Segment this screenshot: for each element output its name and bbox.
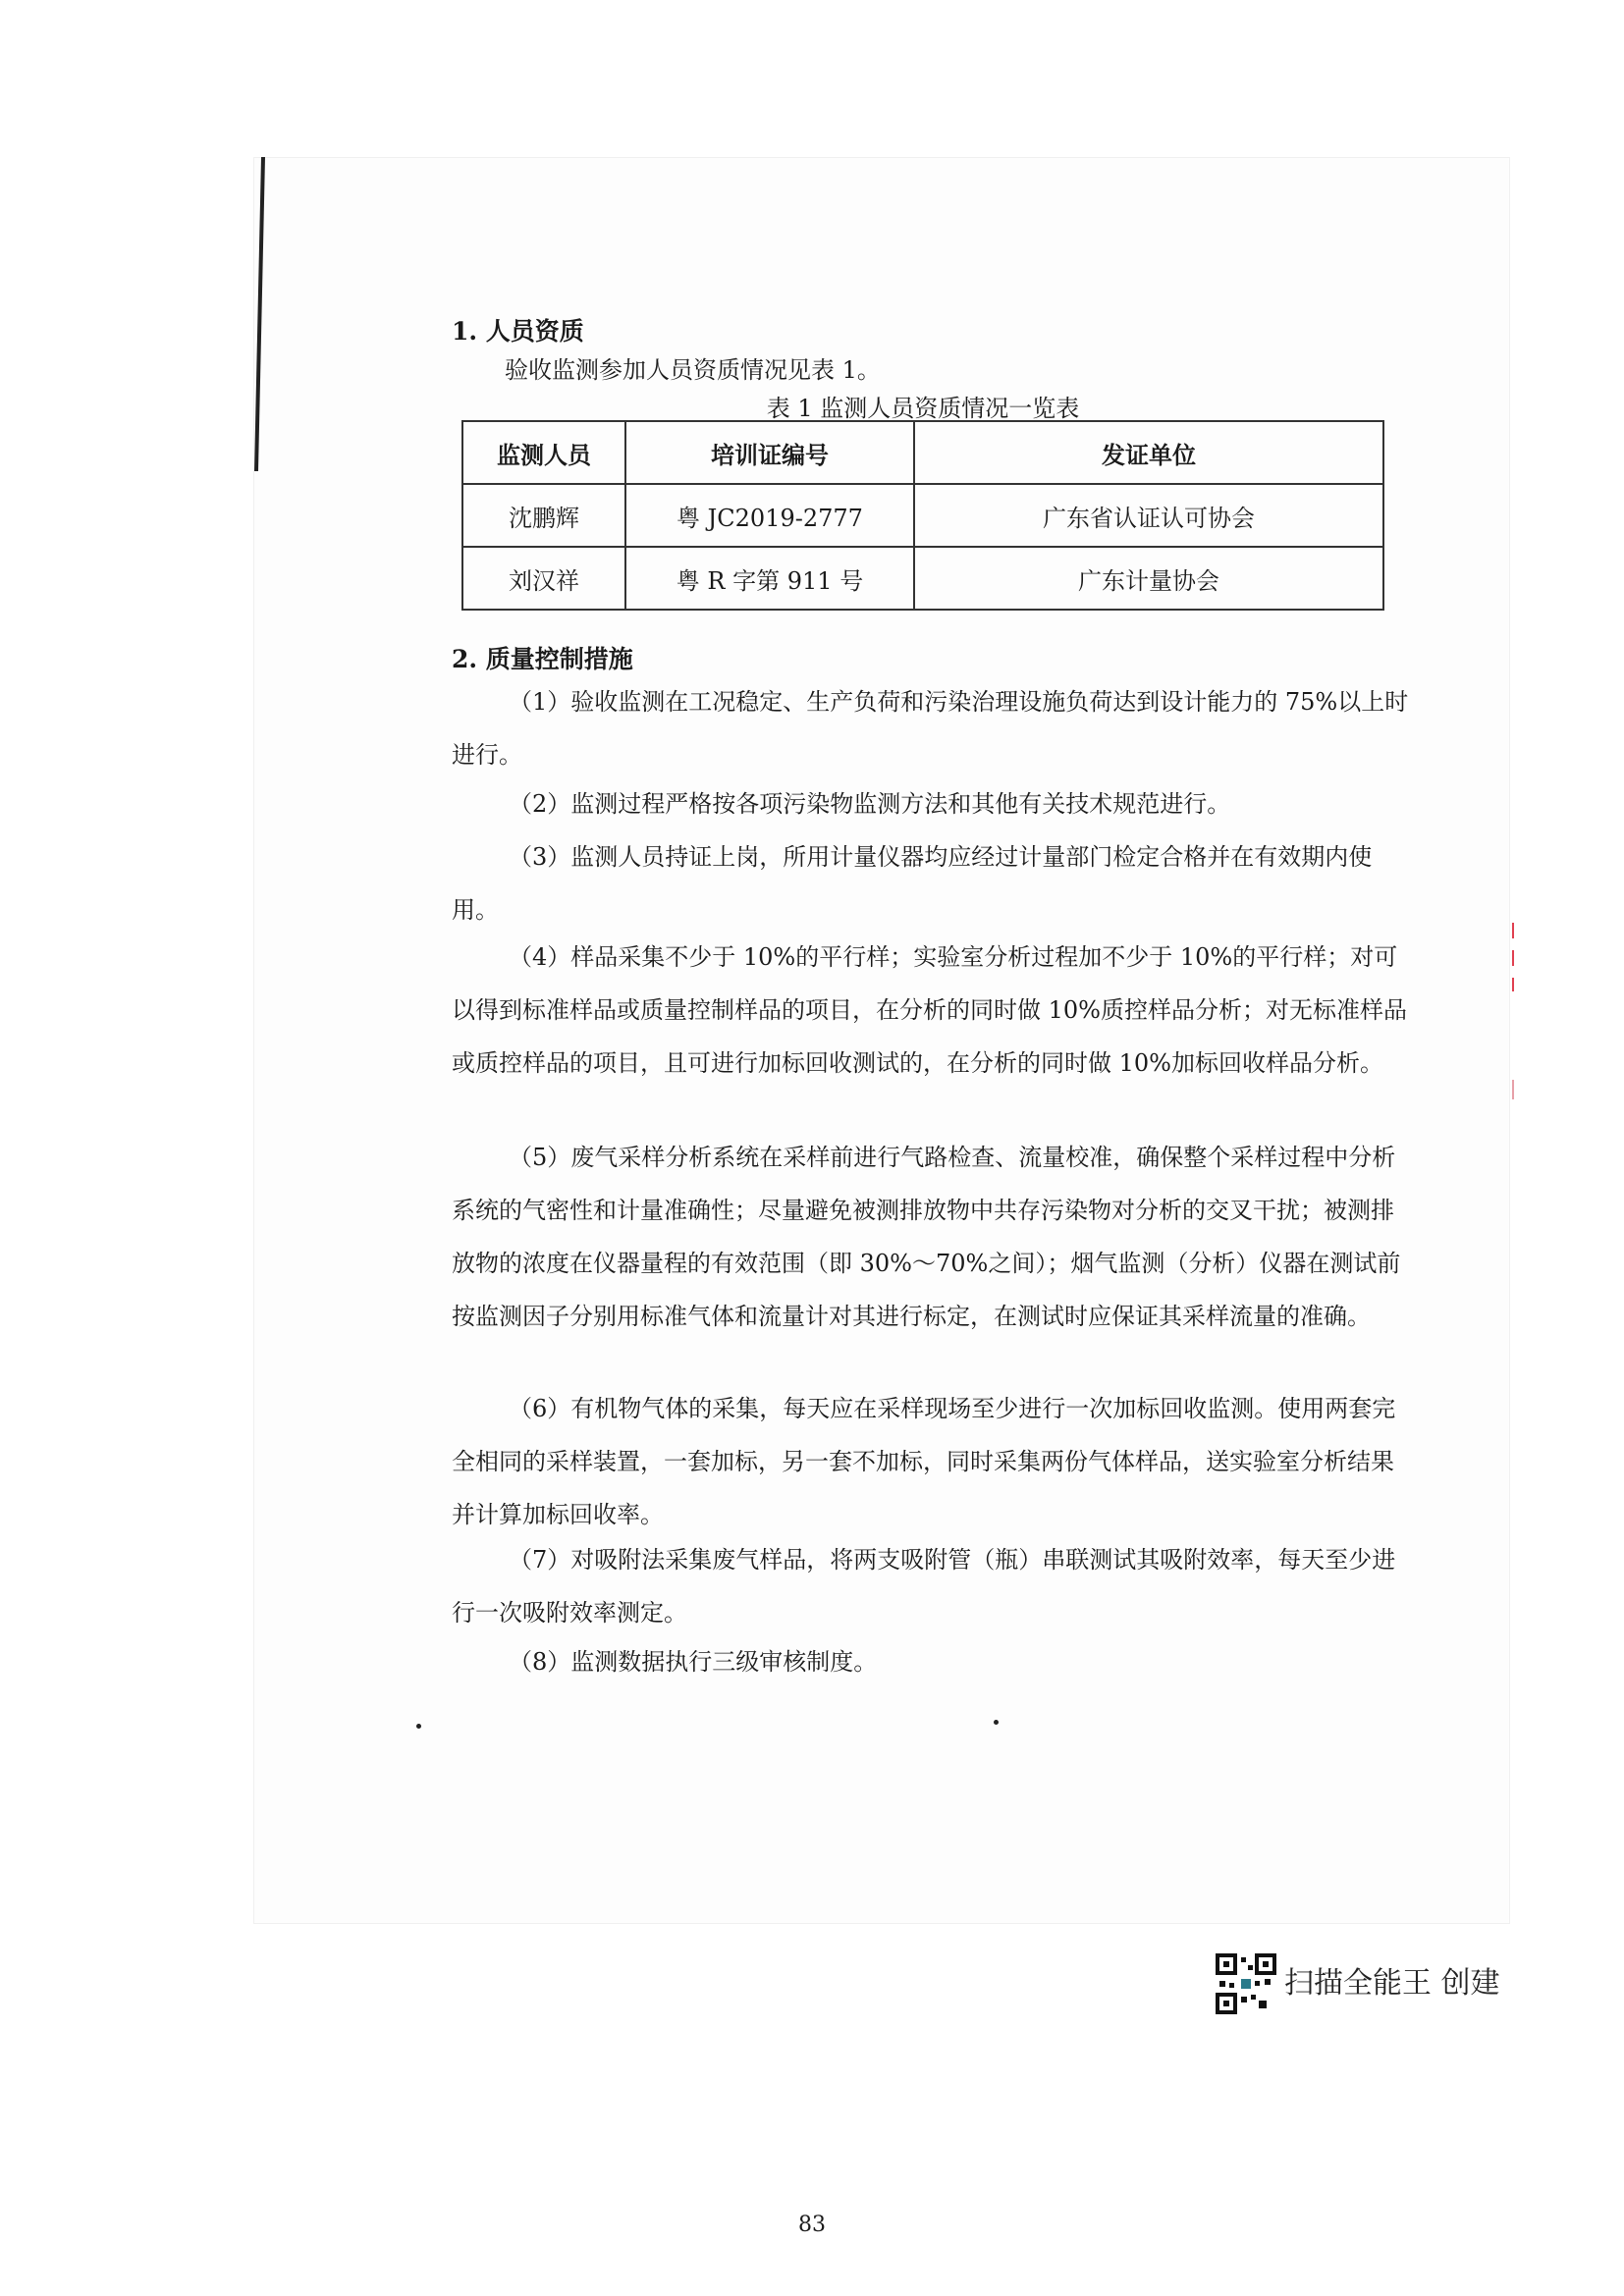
scan-dot (416, 1724, 421, 1729)
section1-intro: 验收监测参加人员资质情况见表 1。 (505, 356, 881, 384)
table-caption: 表 1 监测人员资质情况一览表 (766, 395, 1080, 422)
qc-item-8: （8）监测数据执行三级审核制度。 (509, 1648, 878, 1676)
qr-code-icon (1216, 1953, 1276, 2014)
table-row (462, 484, 1383, 547)
page-number: 83 (798, 2213, 826, 2237)
section1-heading: 1. 人员资质 (452, 317, 584, 346)
table-header-cell: 监测人员 (462, 421, 625, 484)
table-cell: 沈鹏辉 (462, 484, 625, 547)
table-header-row (462, 421, 1383, 484)
table-header-cell: 培训证编号 (625, 421, 914, 484)
table-cell: 刘汉祥 (462, 547, 625, 610)
table-cell: 广东计量协会 (914, 547, 1383, 610)
scan-dot (994, 1720, 999, 1725)
qc-item-6: （6）有机物气体的采集，每天应在采样现场至少进行一次加标回收监测。使用两套完全相同的采样装置，一套加标，另一套不加标，同时采集两份气体样品，送实验室分析结果并计算加标回收率。 (452, 1395, 1396, 1528)
qc-item-7: （7）对吸附法采集废气样品，将两支吸附管（瓶）串联测试其吸附效率，每天至少进行一次吸附效率测定。 (452, 1546, 1396, 1627)
table-header-cell: 发证单位 (914, 421, 1383, 484)
table-cell: 广东省认证认可协会 (914, 484, 1383, 547)
table-cell: 粤 R 字第 911 号 (625, 547, 914, 610)
qc-item-5: （5）废气采样分析系统在采样前进行气路检查、流量校准，确保整个采样过程中分析系统的气密性和计量准确性；尽量避免被测排放物中共存污染物对分析的交叉干扰；被测排放物的浓度在仪器量程的有效范围（即 30%～70%之间）；烟气监测（分析）仪器在测试前按监测因子分别用标准气体和流量计对其进行标定，在测试时应保证其采样流量的准确。 (452, 1144, 1401, 1330)
section2-heading: 2. 质量控制措施 (452, 645, 633, 673)
table-cell: 粤 JC2019-2777 (625, 484, 914, 547)
qc-item-1: （1）验收监测在工况稳定、生产负荷和污染治理设施负荷达到设计能力的 75%以上时进行。 (452, 688, 1409, 769)
table-row (462, 547, 1383, 610)
qc-item-3: （3）监测人员持证上岗，所用计量仪器均应经过计量部门检定合格并在有效期内使用。 (452, 843, 1373, 924)
qualification-table (461, 420, 1384, 611)
scan-edge-shadow (253, 157, 293, 471)
qc-item-2: （2）监测过程严格按各项污染物监测方法和其他有关技术规范进行。 (509, 790, 1231, 818)
qc-item-4: （4）样品采集不少于 10%的平行样；实验室分析过程加不少于 10%的平行样；对可以得到标准样品或质量控制样品的项目，在分析的同时做 10%质控样品分析；对无标准样品或质控样品的项目，且可进行加标回收测试的，在分析的同时做 10%加标回收样品分析。 (452, 943, 1407, 1077)
stamp-edge-marks (1507, 923, 1519, 1119)
scanner-watermark-label: 扫描全能王 创建 (1284, 1966, 1500, 2001)
